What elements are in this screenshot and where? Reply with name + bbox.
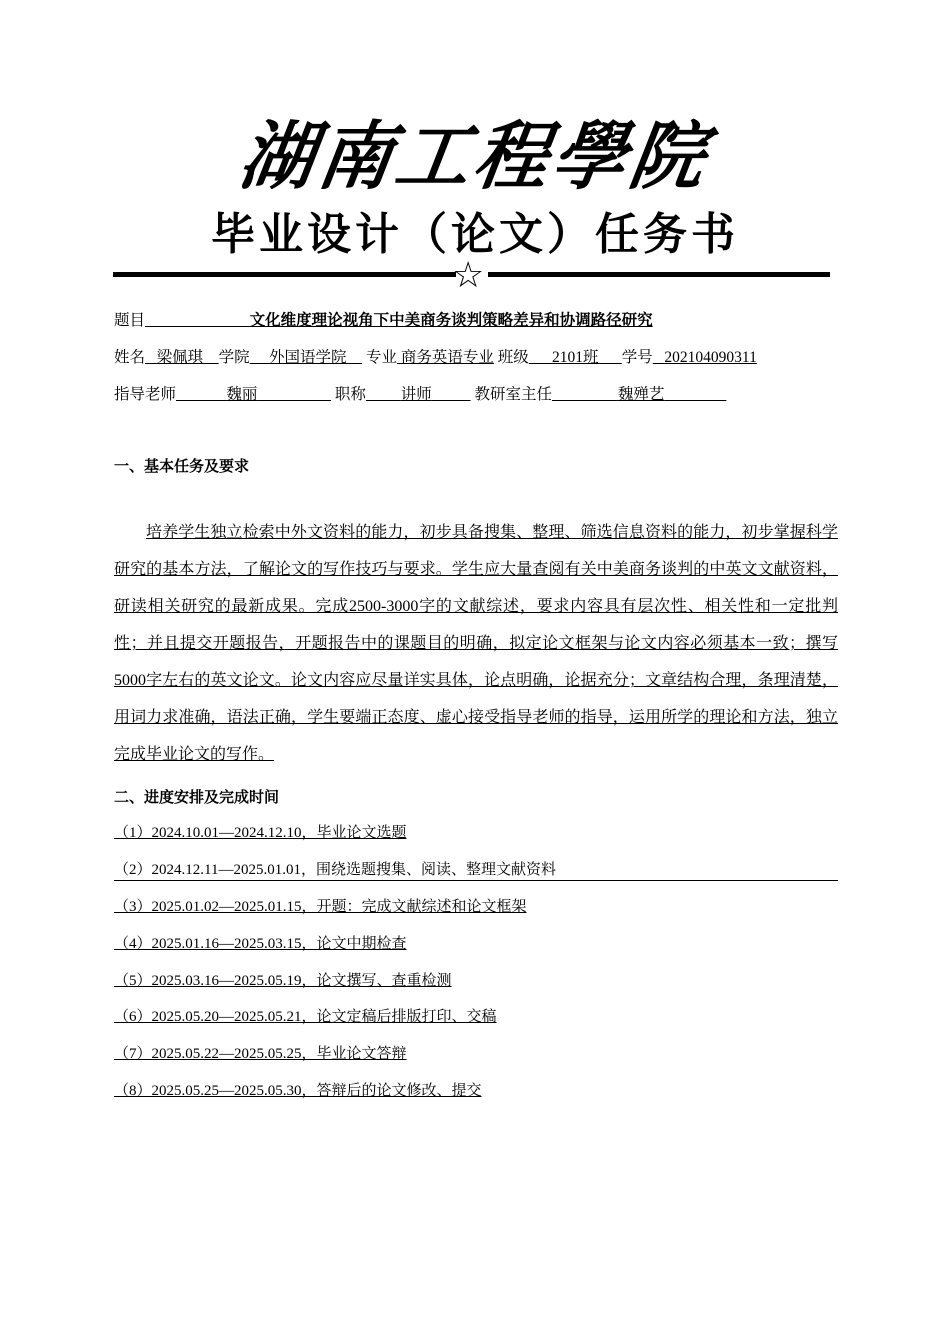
- schedule-item: （6）2025.05.20—2025.05.21，论文定稿后排版打印、交稿: [114, 1009, 497, 1025]
- advisor-label: 指导老师: [114, 386, 177, 403]
- schedule-item: （1）2024.10.01—2024.12.10，毕业论文选题: [114, 825, 407, 841]
- topic-label: 题目: [114, 312, 146, 329]
- star-icon: ☆: [452, 255, 485, 295]
- rank-value: 讲师: [400, 386, 432, 403]
- university-logo: 湖南工程學院: [234, 114, 715, 200]
- class-label: 班级: [497, 349, 529, 366]
- name-value: 梁佩琪: [156, 349, 204, 366]
- college-value: 外国语学院: [269, 349, 347, 366]
- schedule-item: （3）2025.01.02—2025.01.15，开题：完成文献综述和论文框架: [114, 899, 527, 915]
- section-heading-schedule: 二、进度安排及完成时间: [114, 788, 280, 806]
- divider-right: [488, 272, 830, 277]
- schedule-item: （4）2025.01.16—2025.03.15，论文中期检查: [114, 936, 407, 952]
- advisor-value: 魏丽: [226, 386, 258, 403]
- advisor-row: [114, 382, 726, 404]
- major-label: 专业: [365, 349, 397, 366]
- section-heading-tasks: 一、基本任务及要求: [114, 457, 250, 475]
- id-value: 202104090311: [664, 349, 757, 366]
- student-info-row: [114, 345, 757, 367]
- name-label: 姓名: [114, 349, 146, 366]
- schedule-item: （5）2025.03.16—2025.05.19，论文撰写、查重检测: [114, 973, 452, 989]
- director-label: 教研室主任: [474, 386, 552, 403]
- schedule-item: （8）2025.05.25—2025.05.30，答辩后的论文修改、提交: [114, 1083, 482, 1099]
- topic-row: [114, 308, 653, 330]
- class-value: 2101班: [551, 349, 599, 366]
- topic-value: 文化维度理论视角下中美商务谈判策略差异和协调路径研究: [249, 312, 653, 329]
- schedule-item: （7）2025.05.22—2025.05.25，毕业论文答辩: [114, 1046, 407, 1062]
- task-requirements-paragraph: 培养学生独立检索中外文资料的能力，初步具备搜集、整理、筛选信息资料的能力，初步掌握科学研究的基本方法，了解论文的写作技巧与要求。学生应大量查阅有关中美商务谈判的中英文文献资料，研读相关研究的最新成果。完成2500-3000字的文献综述，要求内容具有层次性、相关性和一定批判性；并且提交开题报告，开题报告中的课题目的明确，拟定论文框架与论文内容必须基本一致；撰写5000字左右的英文论文。论文内容应尽量详实具体，论点明确，论据充分；文章结构合理，条理清楚，用词力求准确，语法正确，学生要端正态度、虚心接受指导老师的指导，运用所学的理论和方法，独立完成毕业论文的写作。: [114, 524, 838, 763]
- document-title: 毕业设计（论文）任务书: [211, 209, 739, 260]
- id-label: 学号: [621, 349, 653, 366]
- schedule-item: （2）2024.12.11—2025.01.01，围绕选题搜集、阅读、整理文献资料: [114, 858, 838, 881]
- college-label: 学院: [218, 349, 250, 366]
- divider-left: [113, 272, 456, 277]
- major-value: 商务英语专业: [400, 349, 494, 366]
- rank-label: 职称: [334, 386, 366, 403]
- director-value: 魏殚艺: [617, 386, 665, 403]
